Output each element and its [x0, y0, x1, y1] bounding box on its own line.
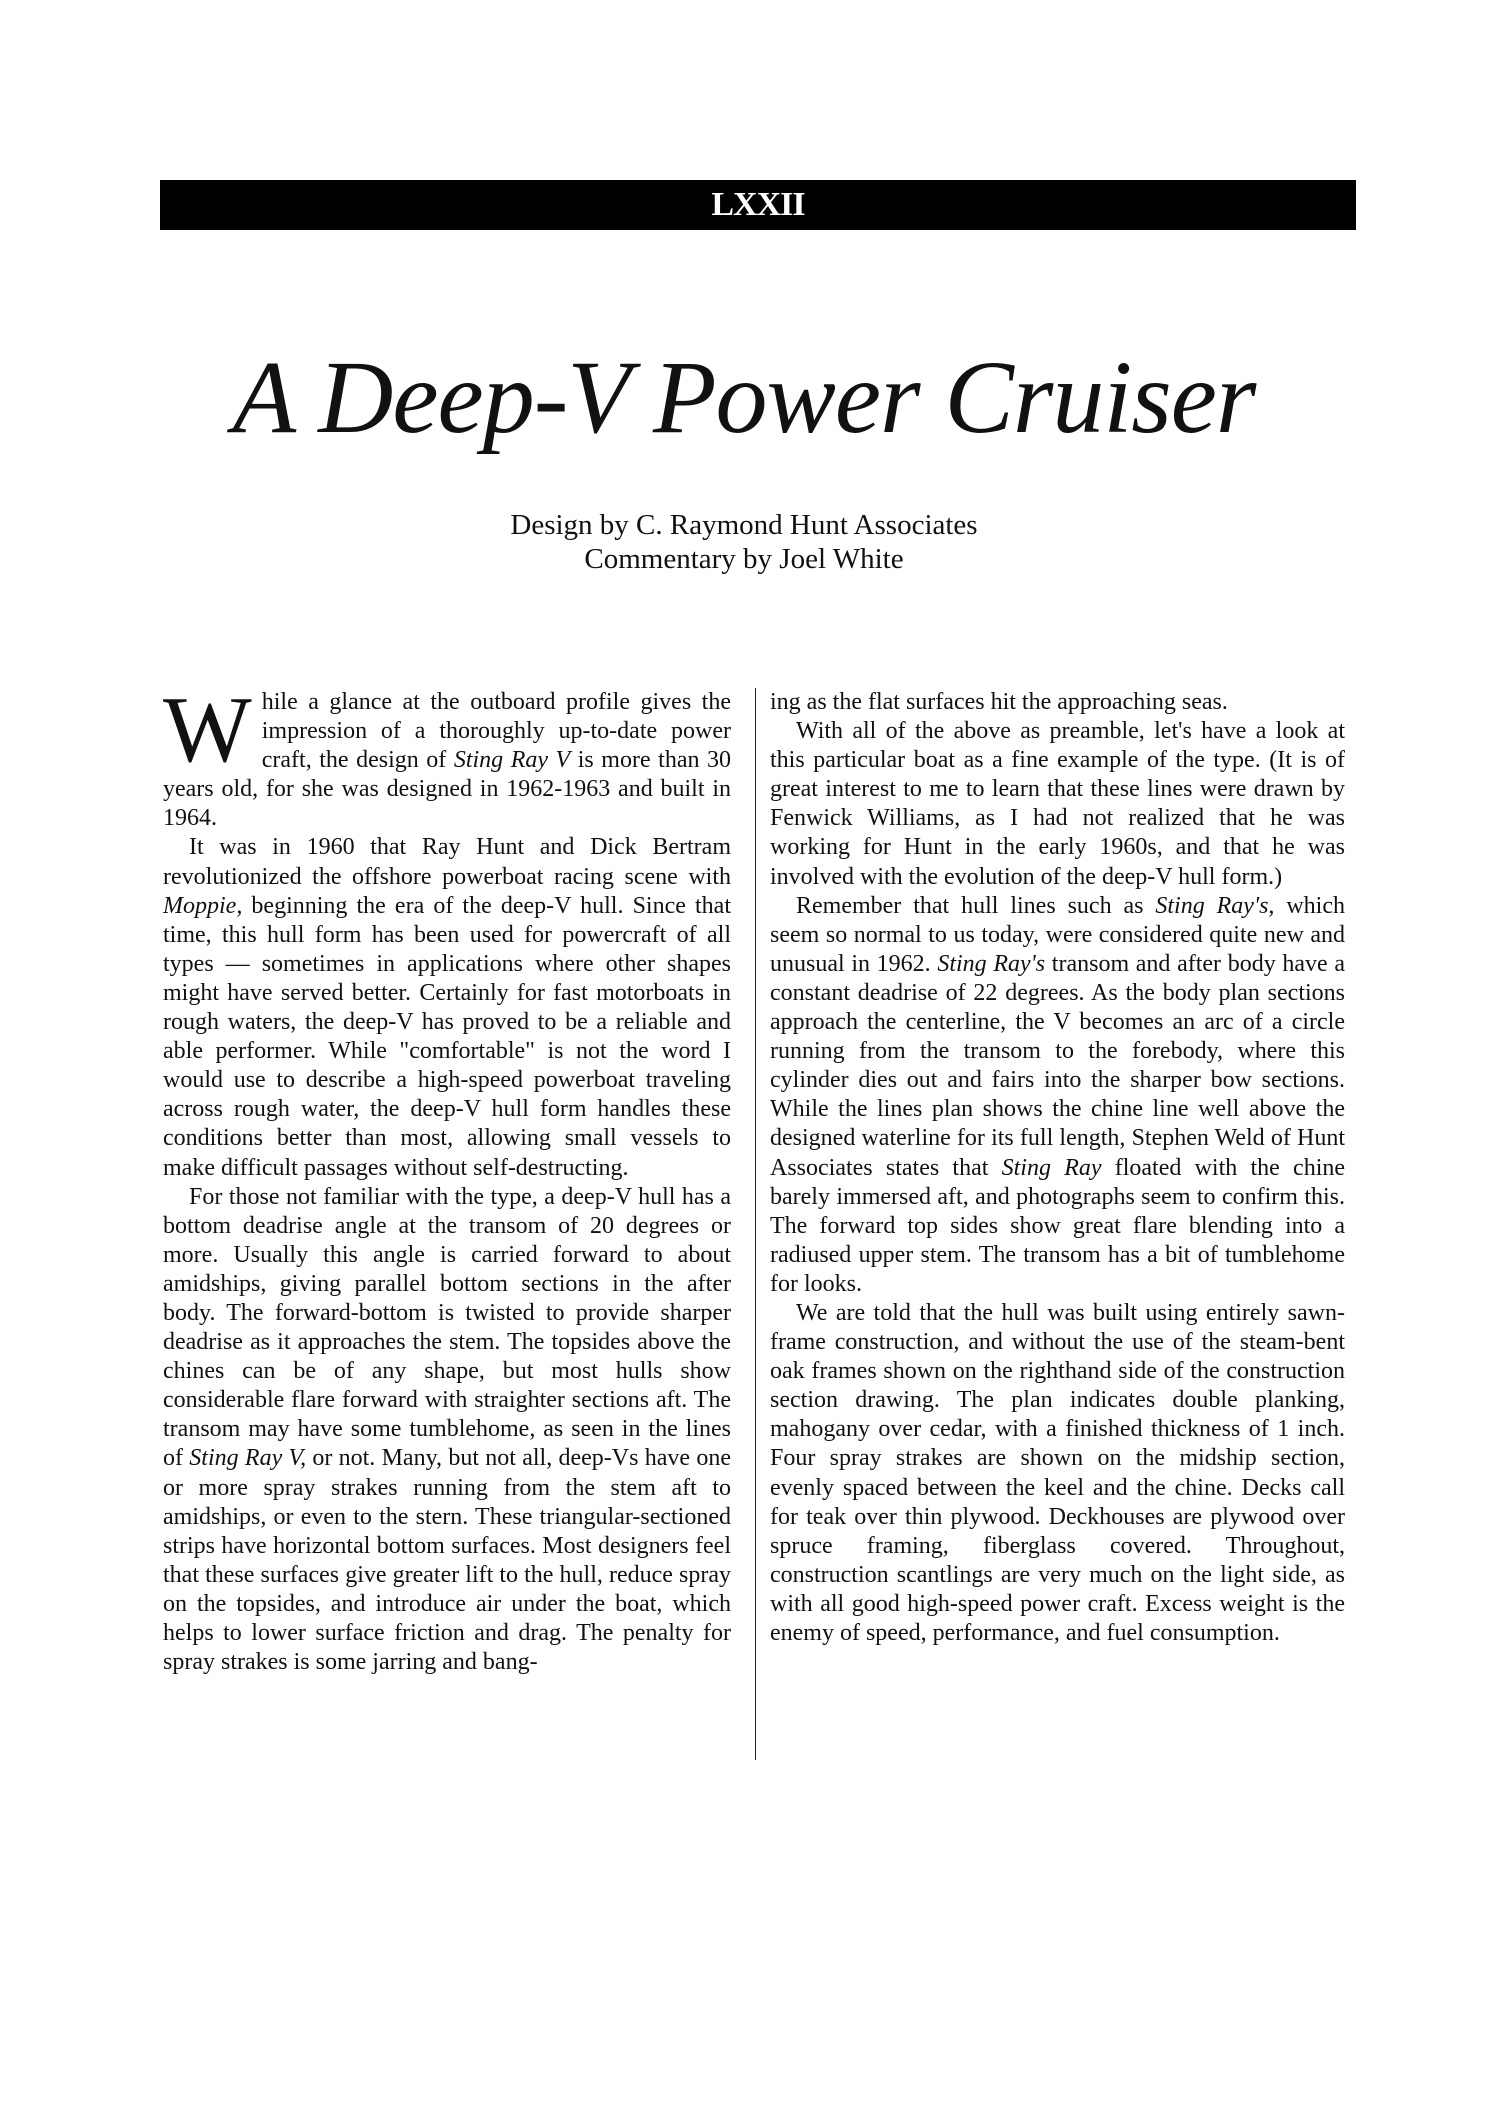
paragraph [770, 688, 1345, 717]
boat-name: Moppie, [163, 892, 243, 919]
boat-name: Sting Ray's [937, 950, 1046, 977]
boat-name: Sting Ray V, [189, 1445, 307, 1472]
credits [0, 508, 1488, 576]
text-run: It was in 1960 that Ray Hunt and Dick Bertram revolutionized the offshore powerboat racing scene with [163, 834, 731, 890]
text-run: hile a glance at the outboard profile gives the impression of a thoroughly up-to-date power craft, the design of [261, 689, 731, 774]
chapter-number: LXXII [711, 186, 805, 223]
commentary-credit: Commentary by Joel White [584, 543, 904, 575]
paragraph [770, 717, 1345, 892]
left-column [163, 678, 732, 1677]
text-run: beginning the era of the deep-V hull. Since that time, this hull form has been used for powercraft of all types — sometimes in applications where other shapes might have served better. Certainly for fast motorboats in rough waters, the deep-V has proved to be a reliable and able performer. While "comfortable" is not the word I would use to describe a high-speed powerboat traveling across rough water, the deep-V hull form handles these conditions better than most, allowing small vessels to make difficult passages without self-destructing. [163, 892, 731, 1181]
column-divider [755, 688, 756, 1760]
paragraph [163, 678, 732, 833]
paragraph [770, 1299, 1345, 1648]
text-run: We are told that the hull was built using entirely sawn-frame construction, and without the use of the steam-bent oak frames shown on the righthand side of the construction section drawing. The plan indicates double planking, mahogany over cedar, with a finished thickness of 1 inch. Four spray strakes are shown on the midship section, evenly spaced between the keel and the chine. Decks call for teak over thin plywood. Deckhouses are plywood over spruce framing, fiberglass covered. Throughout, construction scantlings are very much on the light side, as with all good high-speed power craft. Excess weight is the enemy of speed, performance, and fuel consumption. [770, 1299, 1345, 1646]
boat-name: Sting Ray's, [1155, 892, 1275, 919]
design-credit: Design by C. Raymond Hunt Associates [510, 509, 978, 541]
boat-name: Sting Ray V [453, 747, 571, 774]
text-run: With all of the above as preamble, let's have a look at this particular boat as a fine example of the type. (It is of great interest to me to learn that these lines were drawn by Fenwick Williams, as I had not realized that he was working for Hunt in the early 1960s, and that he was involved with the evolution of the deep-V hull form.) [770, 718, 1345, 890]
text-run: or not. Many, but not all, deep-Vs have one or more spray strakes running from the stem aft to amidships, or even to the stern. These triangular-sectioned strips have horizontal bottom surfaces. Most designers feel that these surfaces give greater lift to the hull, reduce spray on the topsides, and introduce air under the boat, which helps to lower surface friction and drag. The penalty for spray strakes is some jarring and bang- [163, 1445, 731, 1676]
drop-cap: W [163, 678, 252, 782]
right-column [770, 688, 1345, 1648]
paragraph [163, 1183, 731, 1678]
text-run: ing as the flat surfaces hit the approaching seas. [770, 689, 1228, 715]
page-title: A Deep-V Power Cruiser [232, 340, 1256, 455]
paragraph [770, 892, 1345, 1299]
text-run: which seem so normal to us today, were considered quite new and unusual in 1962. [770, 892, 1345, 977]
text-run: Remember that hull lines such as [796, 892, 1156, 919]
boat-name: Sting Ray [1001, 1154, 1102, 1181]
text-run: For those not familiar with the type, a deep-V hull has a bottom deadrise angle at the transom of 20 degrees or more. Usually this angle is carried forward to about amidships, giving parallel bottom sections in the after body. The forward-bottom is twisted to provide sharper deadrise as it approaches the stem. The topsides above the chines can be of any shape, but most hulls show considerable flare forward with straighter sections aft. The transom may have some tumblehome, as seen in the lines of [163, 1183, 731, 1472]
text-run: floated with the chine barely immersed aft, and photographs seem to confirm this. The forward top sides show great flare blending into a radiused upper stem. The transom has a bit of tumblehome for looks. [770, 1154, 1346, 1297]
text-run: transom and after body have a constant deadrise of 22 degrees. As the body plan sections approach the centerline, the V becomes an arc of a circle running from the transom to the forebody, where this cylinder dies out and fairs into the sharper bow sections. While the lines plan shows the chine line well above the designed waterline for its full length, Stephen Weld of Hunt Associates states that [770, 950, 1346, 1181]
chapter-number-bar [160, 180, 1356, 230]
text-run: is more than 30 years old, for she was designed in 1962-1963 and built in 1964. [163, 747, 732, 832]
paragraph [163, 833, 731, 1182]
